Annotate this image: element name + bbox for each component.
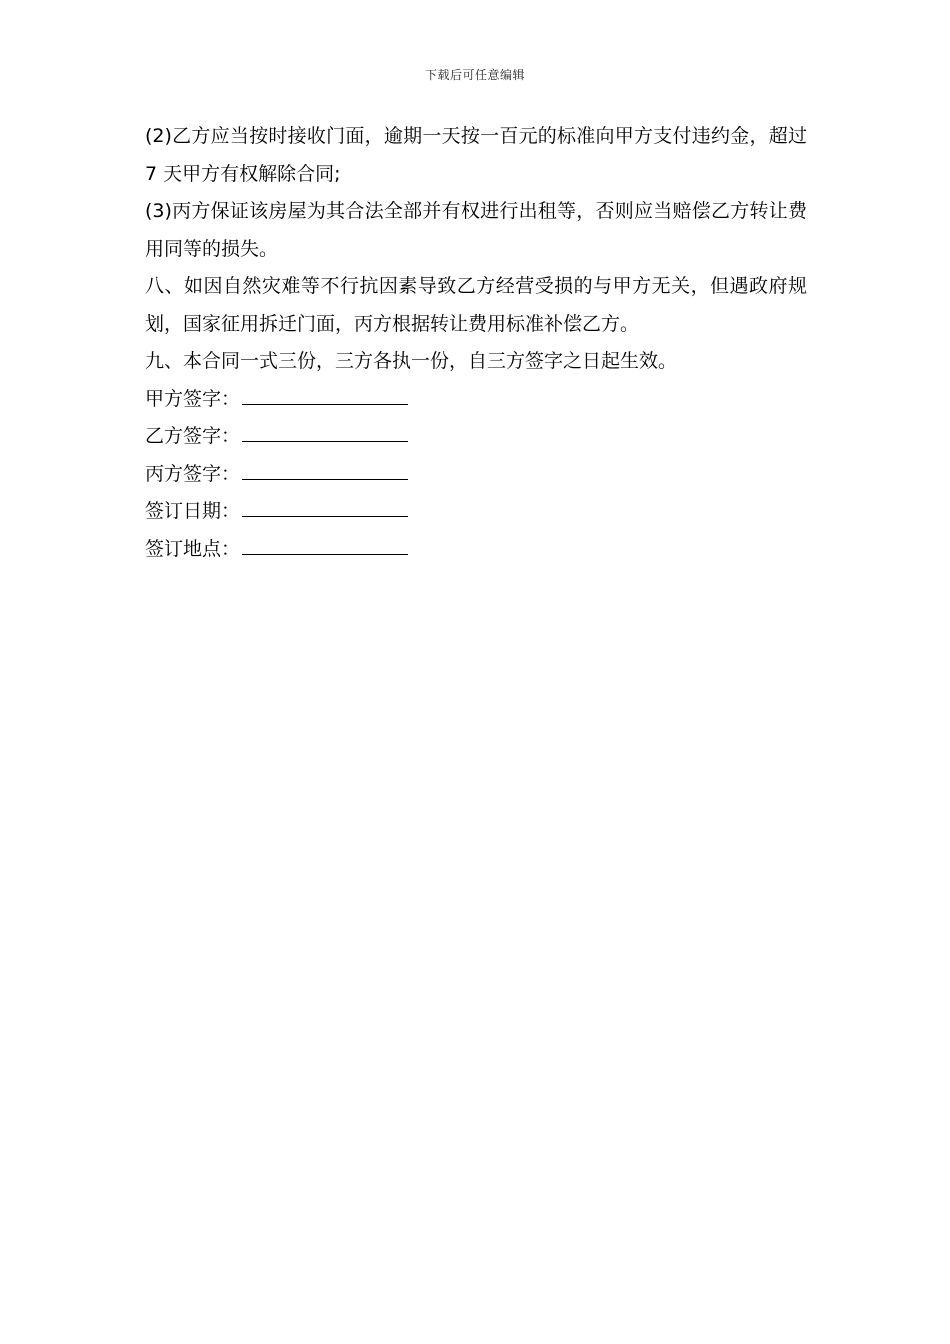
clause-2: (2)乙方应当按时接收门面，逾期一天按一百元的标准向甲方支付违约金，超过 7 天甲方有权解除合同;: [145, 125, 807, 185]
signing-date-label: 签订日期：: [145, 500, 241, 522]
signature-party-c-label: 丙方签字：: [145, 462, 241, 485]
signing-date-blank: [242, 494, 408, 517]
contract-body: [145, 118, 807, 568]
signature-party-a: [145, 381, 807, 419]
signature-party-b-label: 乙方签字：: [145, 425, 241, 447]
signing-place: [145, 531, 807, 569]
clause-nine: 九、本合同一式三份，三方各执一份，自三方签字之日起生效。: [145, 350, 678, 372]
signature-party-c-blank: [242, 457, 408, 480]
signature-party-a-label: 甲方签字：: [145, 387, 241, 410]
signature-party-a-blank: [242, 382, 408, 405]
signing-place-label: 签订地点：: [145, 537, 241, 560]
header-note: 下载后可任意编辑: [424, 68, 525, 82]
signature-party-c: [145, 456, 807, 494]
signing-place-blank: [242, 532, 408, 555]
signing-date: [145, 493, 807, 531]
clause-3: (3)丙方保证该房屋为其合法全部并有权进行出租等，否则应当赔偿乙方转让费用同等的损失。: [145, 200, 807, 260]
clause-eight: 八、如因自然灾难等不行抗因素导致乙方经营受损的与甲方无关，但遇政府规划，国家征用拆迁门面，丙方根据转让费用标准补偿乙方。: [145, 275, 807, 335]
signature-party-b: [145, 418, 807, 456]
signature-party-b-blank: [242, 419, 408, 442]
